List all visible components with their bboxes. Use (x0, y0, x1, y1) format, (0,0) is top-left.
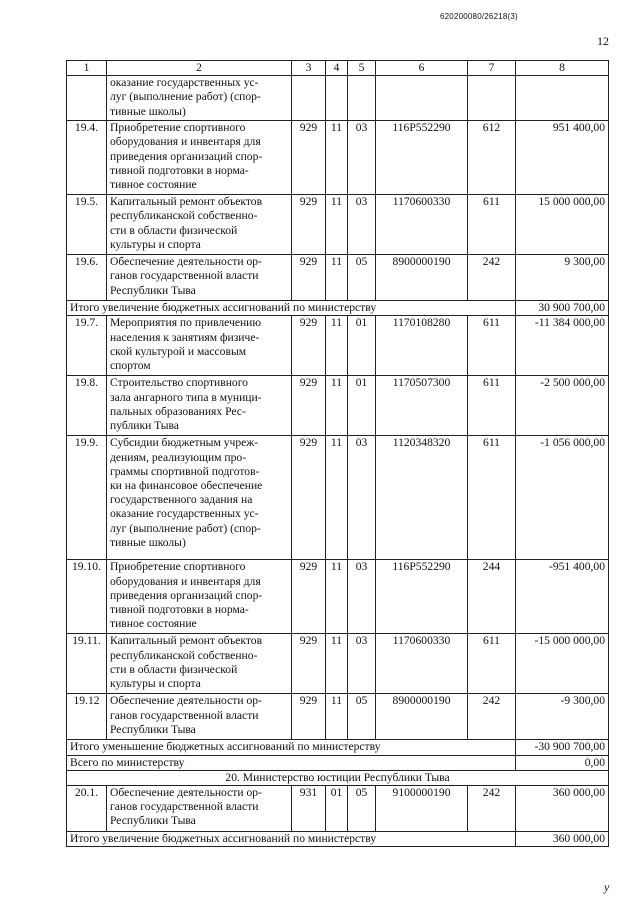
expense-type-code: 611 (468, 195, 516, 255)
continuation-row (67, 76, 609, 121)
row-number: 20.1. (67, 786, 107, 832)
section-code: 11 (326, 436, 348, 560)
column-header: 8 (516, 61, 609, 76)
table-row (67, 634, 609, 694)
row-amount: -15 000 000,00 (516, 634, 609, 694)
row-number: 19.11. (67, 634, 107, 694)
row-number: 19.4. (67, 121, 107, 195)
row-number: 19.6. (67, 255, 107, 301)
expense-type-code: 244 (468, 560, 516, 634)
target-article-code: 8900000190 (376, 255, 468, 301)
expense-type-code: 242 (468, 786, 516, 832)
total-increase-row (67, 832, 609, 847)
subsection-code: 05 (348, 255, 376, 301)
section-heading: 20. Министерство юстиции Республики Тыва (67, 770, 609, 785)
row-description: Субсидии бюджетным учреж- дениям, реализующим про- граммы спортивной подготов- ки на финансовое обеспечение государственного задания на оказание государственных ус- луг (выполнение работ) (спор- тивные школы) (107, 436, 292, 560)
ministry-code: 929 (292, 316, 326, 376)
target-article-code: 1170507300 (376, 376, 468, 436)
row-amount: -951 400,00 (516, 560, 609, 634)
ministry-code: 931 (292, 786, 326, 832)
expense-type-code: 611 (468, 436, 516, 560)
page-number: 12 (597, 34, 609, 48)
table-row (67, 560, 609, 634)
row-amount: 15 000 000,00 (516, 195, 609, 255)
summary-value: -30 900 700,00 (516, 740, 609, 755)
column-header: 4 (326, 61, 348, 76)
summary-value: 0,00 (516, 755, 609, 770)
row-number: 19.10. (67, 560, 107, 634)
target-article-code: 8900000190 (376, 694, 468, 740)
ministry-code: 929 (292, 376, 326, 436)
target-article-code: 116P552290 (376, 121, 468, 195)
row-number: 19.7. (67, 316, 107, 376)
table-row (67, 121, 609, 195)
row-amount: -9 300,00 (516, 694, 609, 740)
section-code: 11 (326, 195, 348, 255)
table-row (67, 436, 609, 560)
subsection-code: 05 (348, 786, 376, 832)
expense-type-code: 242 (468, 255, 516, 301)
expense-type-code: 611 (468, 376, 516, 436)
budget-table (66, 60, 609, 847)
row-description: Обеспечение деятельности ор- ганов государственной власти Республики Тыва (107, 694, 292, 740)
row-amount: 9 300,00 (516, 255, 609, 301)
subsection-code: 03 (348, 121, 376, 195)
column-header: 6 (376, 61, 468, 76)
section-code: 11 (326, 560, 348, 634)
section-code: 11 (326, 121, 348, 195)
total-increase-row (67, 301, 609, 316)
section-code: 11 (326, 316, 348, 376)
section-heading-row (67, 770, 609, 785)
total-decrease-row (67, 740, 609, 755)
section-code: 11 (326, 694, 348, 740)
summary-value: 360 000,00 (516, 832, 609, 847)
section-code: 01 (326, 786, 348, 832)
subsection-code: 01 (348, 316, 376, 376)
row-amount: -1 056 000,00 (516, 436, 609, 560)
ministry-code: 929 (292, 436, 326, 560)
column-header: 7 (468, 61, 516, 76)
row-description: Капитальный ремонт объектов республиканской собственно- сти в области физической культуры и спорта (107, 634, 292, 694)
row-description: Обеспечение деятельности ор- ганов государственной власти Республики Тыва (107, 255, 292, 301)
expense-type-code: 242 (468, 694, 516, 740)
table-row (67, 195, 609, 255)
signature-mark: у (604, 880, 610, 894)
subsection-code: 05 (348, 694, 376, 740)
column-header: 2 (107, 61, 292, 76)
row-description: оказание государственных ус- луг (выполнение работ) (спор- тивные школы) (107, 76, 292, 121)
target-article-code: 9100000190 (376, 786, 468, 832)
total-ministry-row (67, 755, 609, 770)
table-row (67, 255, 609, 301)
target-article-code: 1170108280 (376, 316, 468, 376)
ministry-code: 929 (292, 255, 326, 301)
row-description: Строительство спортивного зала ангарного типа в муници- пальных образованиях Рес- публики Тыва (107, 376, 292, 436)
table-row (67, 786, 609, 832)
subsection-code: 03 (348, 634, 376, 694)
target-article-code: 1170600330 (376, 634, 468, 694)
table-row (67, 694, 609, 740)
row-description: Приобретение спортивного оборудования и инвентаря для приведения организаций спор- тивной подготовки в норма- тивное состояние (107, 121, 292, 195)
row-amount: -2 500 000,00 (516, 376, 609, 436)
summary-label: Итого увеличение бюджетных ассигнований по министерству (67, 301, 516, 316)
row-description: Мероприятия по привлечению населения к занятиям физиче- ской культурой и массовым спортом (107, 316, 292, 376)
ministry-code: 929 (292, 121, 326, 195)
target-article-code: 1170600330 (376, 195, 468, 255)
target-article-code: 116P552290 (376, 560, 468, 634)
row-amount: 360 000,00 (516, 786, 609, 832)
row-number: 19.12 (67, 694, 107, 740)
ministry-code: 929 (292, 560, 326, 634)
row-number: 19.5. (67, 195, 107, 255)
row-description: Капитальный ремонт объектов республиканской собственно- сти в области физической культуры и спорта (107, 195, 292, 255)
row-number: 19.9. (67, 436, 107, 560)
subsection-code: 03 (348, 436, 376, 560)
summary-label: Всего по министерству (67, 755, 516, 770)
row-description: Обеспечение деятельности ор- ганов государственной власти Республики Тыва (107, 786, 292, 832)
subsection-code: 03 (348, 195, 376, 255)
column-header: 3 (292, 61, 326, 76)
row-amount: 951 400,00 (516, 121, 609, 195)
table-header-row (67, 61, 609, 76)
section-code: 11 (326, 255, 348, 301)
table-row (67, 316, 609, 376)
expense-type-code: 611 (468, 634, 516, 694)
ministry-code: 929 (292, 195, 326, 255)
column-header: 1 (67, 61, 107, 76)
subsection-code: 03 (348, 560, 376, 634)
section-code: 11 (326, 634, 348, 694)
row-description: Приобретение спортивного оборудования и инвентаря для приведения организаций спор- тивной подготовки в норма- тивное состояние (107, 560, 292, 634)
row-amount: -11 384 000,00 (516, 316, 609, 376)
row-number: 19.8. (67, 376, 107, 436)
summary-value: 30 900 700,00 (516, 301, 609, 316)
document-id: 620200080/26218(3) (440, 12, 518, 21)
table-row (67, 376, 609, 436)
target-article-code: 1120348320 (376, 436, 468, 560)
section-code: 11 (326, 376, 348, 436)
summary-label: Итого уменьшение бюджетных ассигнований по министерству (67, 740, 516, 755)
expense-type-code: 611 (468, 316, 516, 376)
ministry-code: 929 (292, 694, 326, 740)
ministry-code: 929 (292, 634, 326, 694)
column-header: 5 (348, 61, 376, 76)
subsection-code: 01 (348, 376, 376, 436)
summary-label: Итого увеличение бюджетных ассигнований по министерству (67, 832, 516, 847)
expense-type-code: 612 (468, 121, 516, 195)
